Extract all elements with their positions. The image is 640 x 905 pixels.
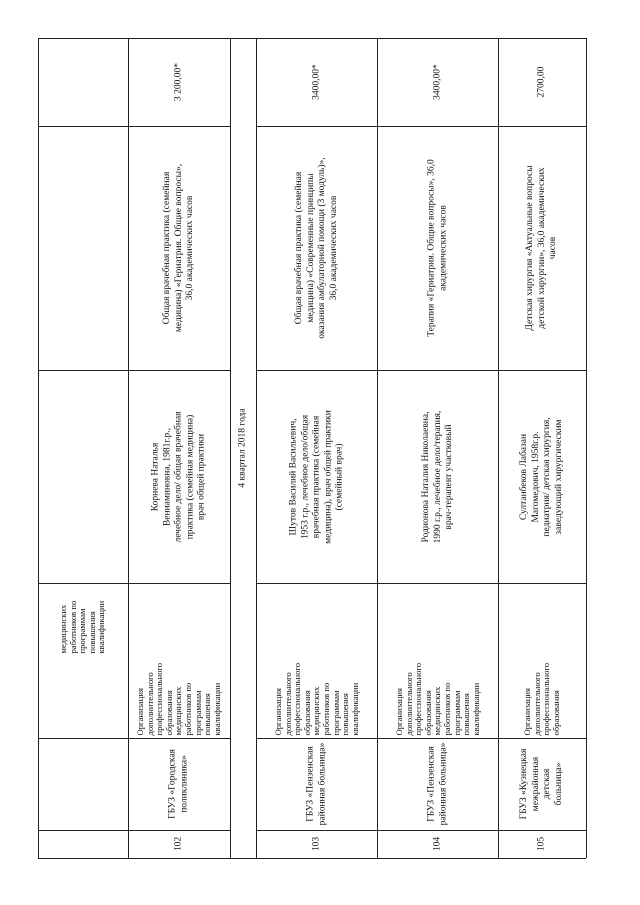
row-105-name [498,738,586,830]
row-103-num [256,830,377,858]
row-102-name-text: ГБУЗ «Городская поликлиника» [167,749,189,819]
row-104-price-text: 3400,00* [431,64,442,100]
row-104-num-text: 104 [431,836,442,852]
row-105-num-text: 105 [536,836,547,852]
row-102-org-text: Организация дополнительного профессионального образования медицинских работников по программам повышения квалификации [134,662,222,735]
row-105-org-text: Организация дополнительного профессионального образования [521,662,561,735]
row-105-name-text: ГБУЗ «Кузнецкая межрайонная детская больница» [519,748,564,820]
row-105-num [498,830,586,858]
rotated-table [38,38,586,858]
row-102-person [128,370,230,583]
row-105-org [498,583,586,738]
row-103-price [256,38,377,126]
section-label: 4 квартал 2018 года [237,408,248,488]
row-104-name [377,738,498,830]
row-103-num-text: 103 [310,836,321,852]
row-104-program-text: Терапия «Гериатрия. Общие вопросы», 36,0 академических часов [426,159,448,337]
continuation-org-text: медицинских работников по программам повышения квалификации [58,600,107,653]
row-102-num-text: 102 [173,836,184,852]
row-103-price-text: 3400,00* [310,64,321,100]
row-104-num [377,830,498,858]
row-103-name [256,738,377,830]
row-102-price-text: 3 200,00* [173,63,184,101]
row-104-name-text: ГБУЗ «Пензенская районная больница» [426,742,448,826]
row-105-person-text: Султанбеков Лабазан Магомедович, 1958г.р. педиатрия/ детская хирургия, заведующий хирургическим [519,416,564,537]
row-102-price [128,38,230,126]
row-105-price [498,38,586,126]
row-103-program [256,126,377,370]
row-103-name-text: ГБУЗ «Пензенская районная больница» [305,742,327,826]
row-104-person [377,370,498,583]
row-102-num [128,830,230,858]
table-border-left [38,38,39,858]
row-103-org [256,583,377,738]
row-104-person-text: Родионова Наталия Николаевна, 1990 г.р., лечебное дело/терапия, врач-терапевт участковый [420,410,454,543]
row-104-org [377,583,498,738]
row-102-program [128,126,230,370]
row-102-name [128,738,230,830]
row-105-person [498,370,586,583]
row-104-price [377,38,498,126]
section-label-cell [230,38,256,858]
table-rule [38,858,586,859]
row-102-person-text: Корнева Наталья Вениаминовна, 1981г.р., лечебное дело/ общая врачебная практика (семейная медицина) врач общей практики [150,410,207,543]
continuation-org [38,555,128,656]
row-103-person [256,370,377,583]
row-104-program [377,126,498,370]
row-103-program-text: Общая врачебная практика (семейная медицина) «Современные принципы оказания амбулаторной помощи (3 модуль)», 36,0 академических часов [293,157,338,339]
row-105-program [498,126,586,370]
row-103-org-text: Организация дополнительного профессионального образования медицинских работников по программам повышения квалификации [272,662,360,735]
table-border-right [586,38,587,858]
row-105-program-text: Детская хирургия «Актуальные вопросы детской хирургии», 36,0 академических часов [524,165,558,331]
row-105-price-text: 2700,00 [536,66,547,98]
row-102-program-text: Общая врачебная практика (семейная медицина) «Гериатрия. Общие вопросы», 36,0 академических часов [161,163,195,333]
row-103-person-text: Шутов Василий Васильевич, 1953 г.р., лечебное дело/общая врачебная практика (семейная медицина), врач общей практики (семейный врач) [287,409,344,544]
row-102-org [128,583,230,738]
row-104-org-text: Организация дополнительного профессионального образования медицинских работников по программам повышения квалификации [393,662,481,735]
